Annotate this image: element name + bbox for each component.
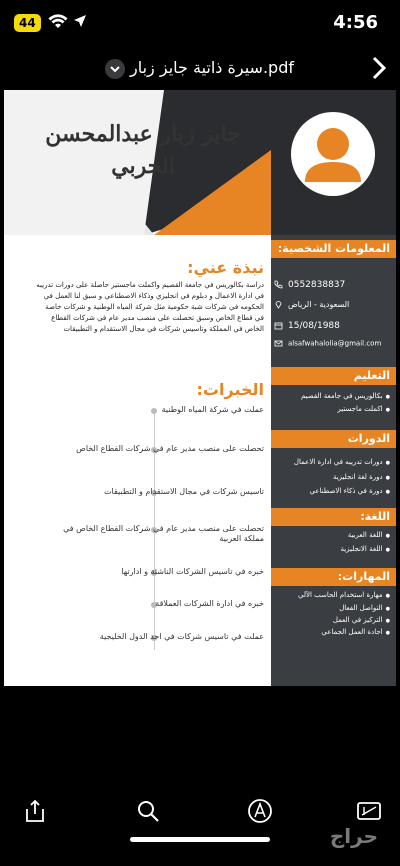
experience-item: تحصلت على منصب مدير عام في شركات القطاع الخاص (76, 444, 264, 453)
experience-item: خبره في تاسيس الشركات الناشئة و ادارتها (121, 567, 264, 576)
phone-row: 0552838837 (271, 280, 396, 290)
education-item: ● اكملت ماجستير (276, 405, 390, 413)
experience-heading: الخبرات: (196, 380, 264, 399)
cv-name: جايز زبار عبدالمحسن الحربي (45, 121, 241, 179)
search-icon[interactable] (135, 798, 161, 824)
location-arrow-icon (73, 14, 87, 28)
calendar-icon (274, 321, 283, 330)
experience-item: عملت في تاسيس شركات في احد الدول الخليجية (99, 632, 264, 641)
home-indicator (130, 837, 270, 842)
dob-row: 15/08/1988 (271, 321, 396, 331)
experience-item: خبره في ادارة الشركات العملاقة (155, 599, 264, 608)
course-item: ● دورة في ذكاء الاصطناعي (276, 487, 390, 495)
phone-icon (274, 280, 283, 289)
markup-icon[interactable] (247, 798, 273, 824)
skill-item: ● التركيز في العمل (276, 616, 390, 624)
skill-item: ● مهارة استخدام الحاسب الآلي (276, 591, 390, 599)
language-item: ● اللغة الانجليزية (276, 545, 390, 553)
sidebar-toggle-icon[interactable] (356, 798, 382, 824)
course-item: ● دورة لغة انجليزية (276, 473, 390, 481)
education-item: ● بكالوريس في جامعة القصيم (276, 392, 390, 400)
wifi-icon (48, 14, 68, 30)
personal-info-heading: المعلومات الشخصية: (271, 240, 396, 258)
avatar (291, 112, 375, 196)
status-bar (0, 0, 400, 46)
document-title[interactable]: سيرة ذاتية جايز زبار.pdf (130, 58, 294, 77)
language-heading: اللغة: (271, 508, 396, 526)
language-item: ● اللغة العربية (276, 531, 390, 539)
nav-bar (0, 48, 400, 90)
education-heading: التعليم (271, 367, 396, 385)
skills-heading: المهارات: (271, 568, 396, 586)
location-row: السعودية - الرياض (271, 300, 396, 310)
map-pin-icon (274, 300, 283, 309)
clock: 4:56 (333, 12, 378, 33)
pdf-page[interactable] (4, 90, 396, 686)
mail-icon (274, 339, 283, 348)
experience-item: تاسيس شركات في مجال الاستقدام و التطبيقات (104, 487, 264, 496)
email-row: alsafwahalolia@gmail.com (271, 339, 396, 348)
person-icon (291, 112, 375, 196)
haraj-watermark: حراج (329, 824, 378, 848)
title-menu-button[interactable] (105, 59, 125, 79)
share-icon[interactable] (22, 798, 48, 824)
experience-item: عملت في شركة المياه الوطنية (161, 405, 264, 414)
skill-item: ● التواصل الفعال (276, 604, 390, 612)
chevron-down-icon (105, 59, 125, 79)
course-item: ● دورات تدريبه في ادارة الاعمال (276, 458, 390, 466)
battery-indicator: 44 (14, 14, 41, 32)
skill-item: ● اجادة العمل الجماعي (276, 628, 390, 636)
name-header (4, 90, 271, 235)
about-heading: نبذة عني: (187, 258, 264, 277)
courses-heading: الدورات (271, 430, 396, 448)
experience-item: تحصلت على منصب مدير عام في شركات القطاع الخاص في مملكة العربية (63, 524, 264, 543)
back-chevron-icon[interactable] (368, 54, 390, 82)
about-text: دراسة بكالوريس في جامعة القصيم واكملت ماجستير حاصلة على دورات تدريبه في ادارة الاعمال و دبلوم في انجليزي وذكاء الاصطناعي و سبق لنا العمل في الحكومه في شركات شبة حكومية مثل شركة المياه الوطنية و شركات خاصة في قطاع الخاص وسبق تحصلت على منصب مدير عام في شركات القطاع الخاص في المملكة وتاسيس شركات في مجال الاستقدام و التطبيقات (36, 281, 264, 333)
